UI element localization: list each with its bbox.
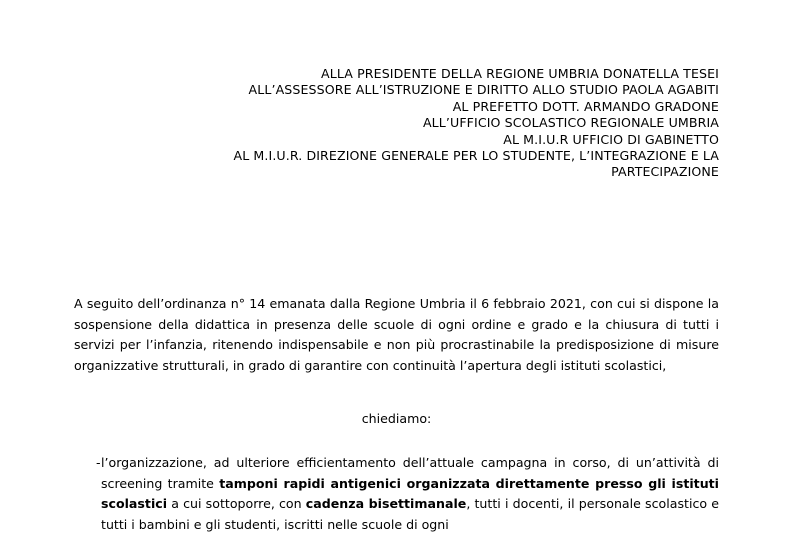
request-list (74, 453, 719, 535)
body-paragraph: A seguito dell’ordinanza n° 14 emanata dalla Regione Umbria il 6 febbraio 2021, con cui si dispone la sospensione della didattica in presenza delle scuole di ogni ordine e grado e la chiusura di tutti i servizi per l’infanzia, ritenendo indispensabile e non più procrastinabile la predisposizione di misure organizzative strutturali, in grado di garantire con continuità l’apertura degli istituti scolastici, (74, 296, 719, 373)
addressee-block (74, 66, 719, 181)
addressee-line: PARTECIPAZIONE (611, 164, 719, 180)
addressee-line: ALL’ASSESSORE ALL’ISTRUZIONE E DIRITTO ALLO STUDIO PAOLA AGABITI (248, 82, 719, 98)
addressee-line: ALL’UFFICIO SCOLASTICO REGIONALE UMBRIA (422, 115, 719, 131)
list-item-text: l’organizzazione, ad ulteriore efficientamento dell’attuale campagna in corso, di un’attività di screening tramite tamponi rapidi antigenici organizzata direttamente presso gli istituti scolastici a cui sottoporre, con cadenza bisettimanale, tutti i docenti, il personale scolastico e tutti i bambini e gli studenti, iscritti nelle scuole di ogni (101, 455, 720, 532)
addressee-line: AL M.I.U.R UFFICIO DI GABINETTO (503, 131, 719, 147)
list-bullet: - (96, 455, 101, 470)
list-item (74, 453, 719, 535)
addressee-line: AL PREFETTO DOTT. ARMANDO GRADONE (452, 98, 719, 114)
body-block (74, 294, 719, 376)
addressee-line: AL M.I.U.R. DIREZIONE GENERALE PER LO STUDENTE, L’INTEGRAZIONE E LA (233, 148, 719, 164)
addressee-line: ALLA PRESIDENTE DELLA REGIONE UMBRIA DONATELLA TESEI (321, 66, 719, 81)
request-line: chiediamo: (361, 411, 432, 426)
